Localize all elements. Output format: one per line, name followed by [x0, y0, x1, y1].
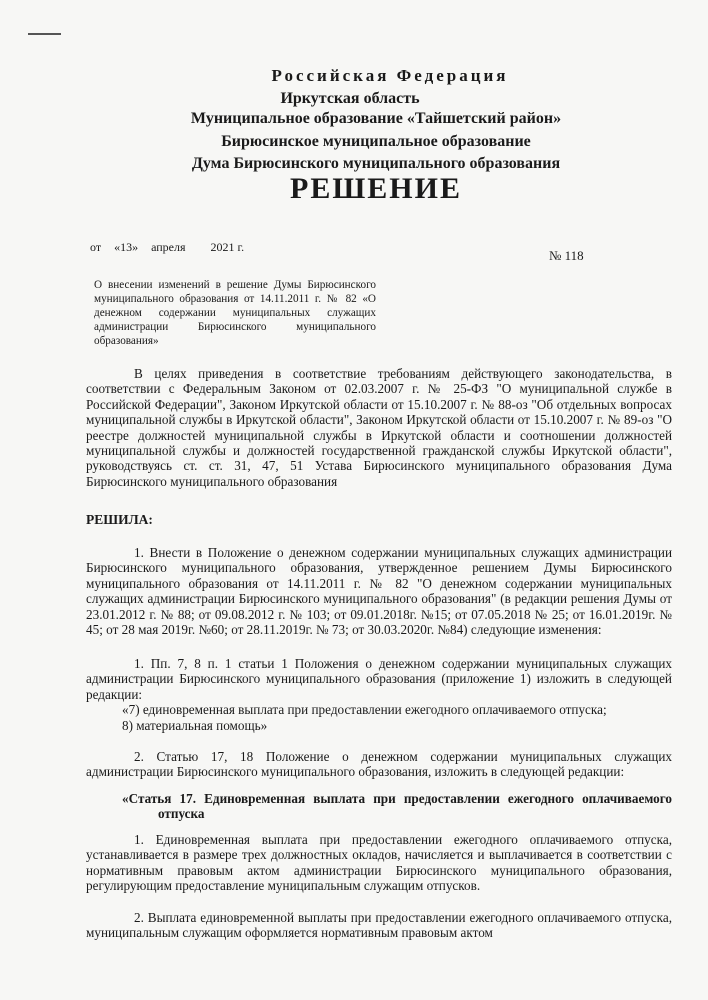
header-country: Российская Федерация [271, 66, 509, 85]
item-1-1-a-text: «7) единовременная выплата при предоставлении ежегодного оплачиваемого отпуска; [122, 702, 607, 718]
date-month: апреля [151, 240, 186, 254]
date-year: 2021 г. [210, 240, 245, 254]
document-date [90, 240, 254, 255]
article-17-title: «Статья 17. Единовременная выплата при предоставлении ежегодного оплачиваемого отпуска [122, 791, 672, 822]
header-duma: Дума Бирюсинского муниципального образования [191, 155, 561, 172]
header-municipality: Муниципальное образование «Тайшетский район» [190, 110, 562, 127]
preamble-text: В целях приведения в соответствие требованиям действующего законодательства, в соответствии с Федеральным Законом от 02.03.2007 г. № 25-ФЗ "О муниципальной службе в Российской Федерации", Законом Иркутской области от 15.10.2007 г. № 88-оз "Об отдельных вопросах муниципальной службы в Иркутской области", Законом Иркутской области от 15.10.2007 г. № 89-оз "О реестре должностей муниципальной службы в Иркутской области и соотношении должностей муниципальной службы и должностей государственной гражданской службы Иркутской области", руководствуясь ст. ст. 31, 47, 51 Устава Бирюсинского муниципального образования Дума Бирюсинского муниципального образования [86, 366, 672, 489]
item-1-1-text: 1. Пп. 7, 8 п. 1 статьи 1 Положения о денежном содержании муниципальных служащих администрации Бирюсинского муниципального образования (приложение 1) изложить в следующей редакции: [86, 656, 672, 702]
article-17-point-2-text: 2. Выплата единовременной выплаты при предоставлении ежегодного оплачиваемого отпуска, муниципальным служащим оформляется нормативным правовым актом [86, 910, 672, 941]
article-17-point-1-text: 1. Единовременная выплата при предоставлении ежегодного оплачиваемого отпуска, устанавливается в размере трех должностных окладов, начисляется и выплачивается в соответствии с нормативным правовым актом администрации Бирюсинского муниципального образования, регулирующим предоставление муниципальным служащим отпусков. [86, 832, 672, 894]
header-region: Иркутская область [280, 90, 420, 107]
date-day: «13» [114, 240, 139, 254]
article-17-point-2 [86, 910, 672, 941]
article-17-point-1 [86, 832, 672, 894]
resolved-heading: РЕШИЛА: [86, 512, 153, 527]
scan-artifact-line [28, 33, 61, 35]
header-settlement: Бирюсинское муниципальное образование [221, 133, 531, 150]
item-1-1-b-text: 8) материальная помощь» [122, 717, 268, 733]
document-number: № 118 [549, 248, 584, 263]
item-2-paragraph [86, 749, 672, 780]
document-subject: О внесении изменений в решение Думы Бирюсинского муниципального образования от 14.11.2011 г. № 82 «О денежном содержании муниципальных служащих администрации Бирюсинского муниципального образования» [94, 279, 376, 347]
date-prefix: от [90, 240, 102, 254]
item-2-text: 2. Статью 17, 18 Положение о денежном содержании муниципальных служащих администрации Бирюсинского муниципального образования, изложить в следующей редакции: [86, 749, 672, 780]
preamble-paragraph [86, 366, 672, 489]
item-1-paragraph [86, 545, 672, 637]
document-type-title: РЕШЕНИЕ [290, 172, 462, 205]
item-1-text: 1. Внести в Положение о денежном содержании муниципальных служащих администрации Бирюсинского муниципального образования, утвержденное решением Думы Бирюсинского муниципального образования от 14.11.2011 г. № 82 "О денежном содержании муниципальных служащих администрации Бирюсинского муниципального образования" (в редакции решения Думы от 23.01.2012 г. № 88; от 09.08.2012 г. № 103; от 09.01.2018г. №15; от 07.05.2018 № 25; от 16.01.2019г. № 45; от 28 мая 2019г. №60; от 28.11.2019г. № 73; от 30.03.2020г. №84) следующие изменения: [86, 545, 672, 638]
article-17-heading [86, 791, 672, 822]
item-1-1-block [86, 656, 672, 733]
